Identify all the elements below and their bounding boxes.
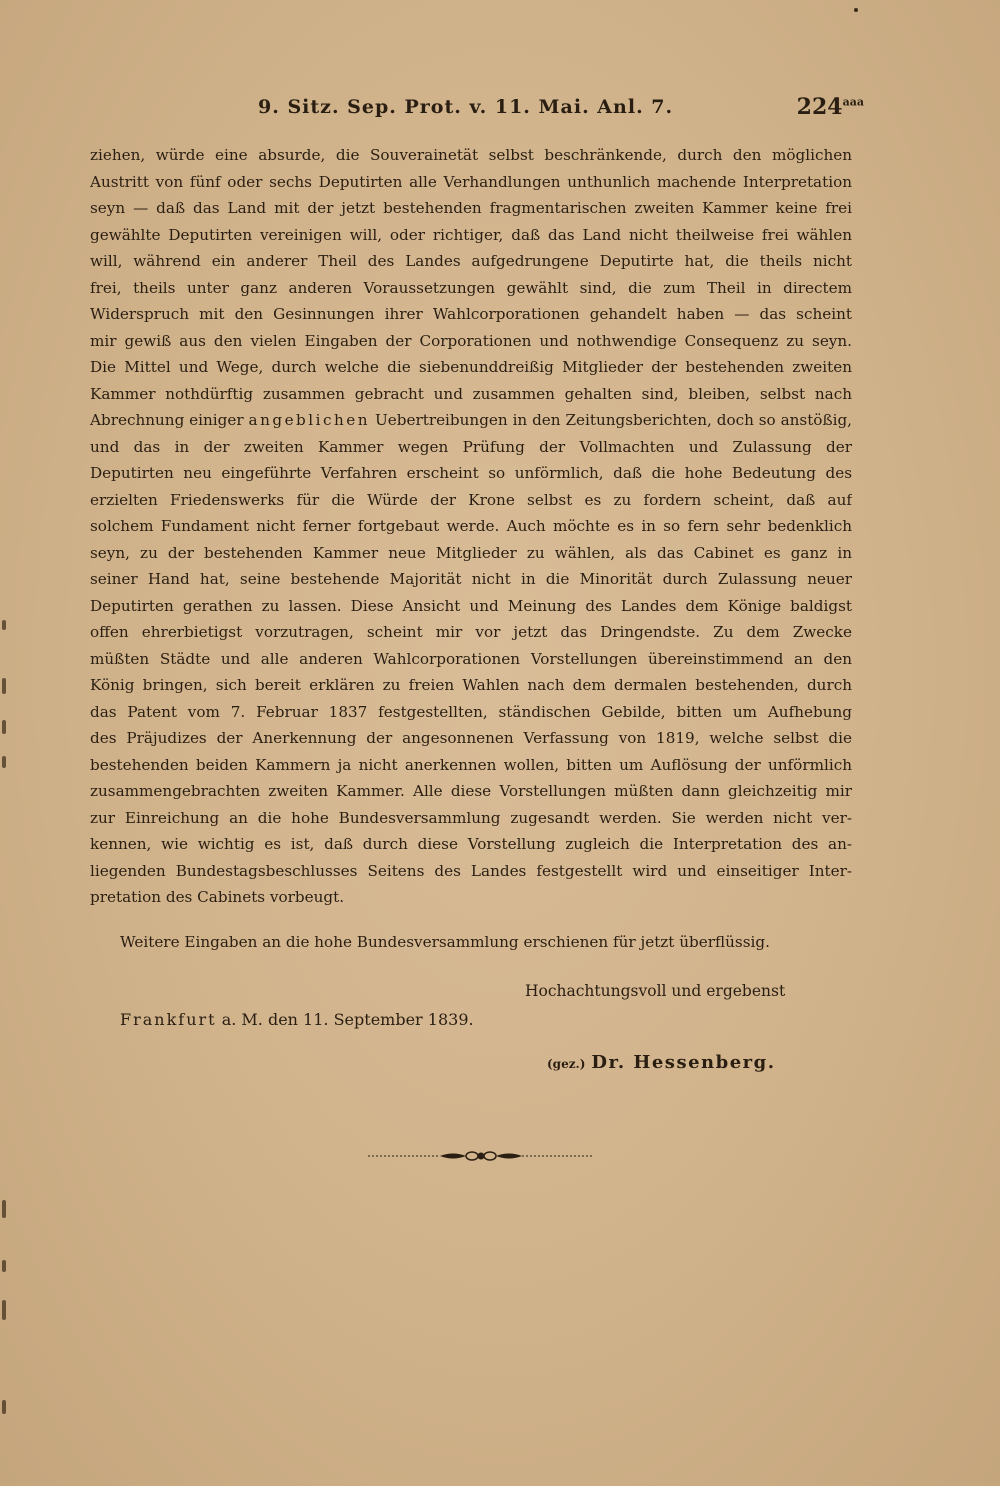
text-line: seyn — daß das Land mit der jetzt bestehenden fragmentarischen zweiten Kammer keine frei <box>90 199 852 217</box>
place-name: Frankfurt <box>120 1010 217 1029</box>
emphasized-word: angeblichen <box>248 411 371 429</box>
final-paragraph <box>90 929 852 956</box>
text-line: zur Einreichung an die hohe Bundesversammlung zugesandt werden. Sie werden nicht ver- <box>90 808 852 827</box>
text-line: gewählte Deputirten vereinigen will, oder richtiger, daß das Land nicht theilweise frei wählen <box>90 225 852 244</box>
page-number-suffix: aaa <box>842 95 864 109</box>
page-header <box>90 92 864 132</box>
text-line: offen ehrerbietigst vorzutragen, scheint mir vor jetzt das Dringendste. Zu dem Zwecke <box>90 623 852 641</box>
text-line: solchem Fundament nicht ferner fortgebaut werde. Auch möchte es in so fern sehr bedenklich <box>90 517 852 535</box>
text-line: des Präjudizes der Anerkennung der angesonnenen Verfassung von 1819, welche selbst die <box>90 729 852 747</box>
date-text: a. M. den 11. September 1839. <box>221 1010 474 1029</box>
text-line: König bringen, sich bereit erklären zu freien Wahlen nach dem dermalen bestehenden, durch <box>90 676 852 694</box>
text-line: und das in der zweiten Kammer wegen Prüfung der Vollmachten und Zulassung der <box>90 437 852 456</box>
text-line: pretation des Cabinets vorbeugt. <box>90 888 345 906</box>
text-line: seiner Hand hat, seine bestehende Majorität nicht in die Minorität durch Zulassung neuer <box>90 570 852 588</box>
text-line: bestehenden beiden Kammern ja nicht anerkennen wollen, bitten um Auflösung der unförmlich <box>90 755 852 774</box>
signature-name: Dr. Hessenberg. <box>591 1052 776 1073</box>
text-line <box>90 407 852 434</box>
text-segment: Abrechnung einiger <box>90 411 244 429</box>
text-line: Kammer nothdürftig zusammen gebracht und zusammen gehalten sind, bleiben, selbst nach <box>90 384 852 403</box>
text-line: Die Mittel und Wege, durch welche die siebenunddreißig Mitglieder der bestehenden zweiten <box>90 358 852 376</box>
text-line: kennen, wie wichtig es ist, daß durch diese Vorstellung zugleich die Interpretation des an- <box>90 835 852 853</box>
text-line: das Patent vom 7. Februar 1837 festgestellten, ständischen Gebilde, bitten um Aufhebung <box>90 702 852 721</box>
text-line: Deputirten gerathen zu lassen. Diese Ansicht und Meinung des Landes dem Könige baldigst <box>90 596 852 615</box>
ink-spot <box>854 8 858 12</box>
running-title: 9. Sitz. Sep. Prot. v. 11. Mai. Anl. 7. <box>258 96 674 118</box>
closing-salutation: Hochachtungsvoll und ergebenst <box>525 982 786 1000</box>
text-line: Deputirten neu eingeführte Verfahren erscheint so unförmlich, daß die hohe Bedeutung des <box>90 464 852 482</box>
text-line: seyn, zu der bestehenden Kammer neue Mitglieder zu wählen, als das Cabinet es ganz in <box>90 543 852 562</box>
page-number-value: 224 <box>796 94 843 120</box>
page-edge-marks <box>2 560 12 1460</box>
text-line: mir gewiß aus den vielen Eingaben der Corporationen und nothwendige Consequenz zu seyn. <box>90 331 852 350</box>
text-line: will, während ein anderer Theil des Landes aufgedrungene Deputirte hat, die theils nicht <box>90 252 852 270</box>
text-line: müßten Städte und alle anderen Wahlcorporationen Vorstellungen übereinstimmend an den <box>90 649 852 668</box>
text-segment: Uebertreibungen in den Zeitungsberichten, doch so anstößig, <box>374 411 852 429</box>
page-number <box>797 94 864 120</box>
text-line: Weitere Eingaben an die hohe Bundesversammlung erschienen für jetzt überflüssig. <box>120 933 770 951</box>
text-line: liegenden Bundestagsbeschlusses Seitens des Landes festgestellt wird und einseitiger Inter- <box>90 861 852 880</box>
signature <box>547 1052 776 1073</box>
signature-prefix: (gez.) <box>547 1057 586 1071</box>
text-line: frei, theils unter ganz anderen Voraussetzungen gewählt sind, die zum Theil in directem <box>90 278 852 297</box>
dateline <box>120 1010 474 1029</box>
text-line: ziehen, würde eine absurde, die Souverainetät selbst beschränkende, durch den möglichen <box>90 146 852 164</box>
text-line: zusammengebrachten zweiten Kammer. Alle diese Vorstellungen müßten dann gleichzeitig mir <box>90 782 852 800</box>
text-line: erzielten Friedenswerks für die Würde der Krone selbst es zu fordern scheint, daß auf <box>90 490 852 509</box>
text-line: Austritt von fünf oder sechs Deputirten alle Verhandlungen unthunlich machende Interpretation <box>90 172 852 191</box>
main-paragraph <box>90 142 852 911</box>
ornamental-rule-icon <box>368 1146 594 1166</box>
text-line: Widerspruch mit den Gesinnungen ihrer Wahlcorporationen gehandelt haben — das scheint <box>90 305 852 323</box>
